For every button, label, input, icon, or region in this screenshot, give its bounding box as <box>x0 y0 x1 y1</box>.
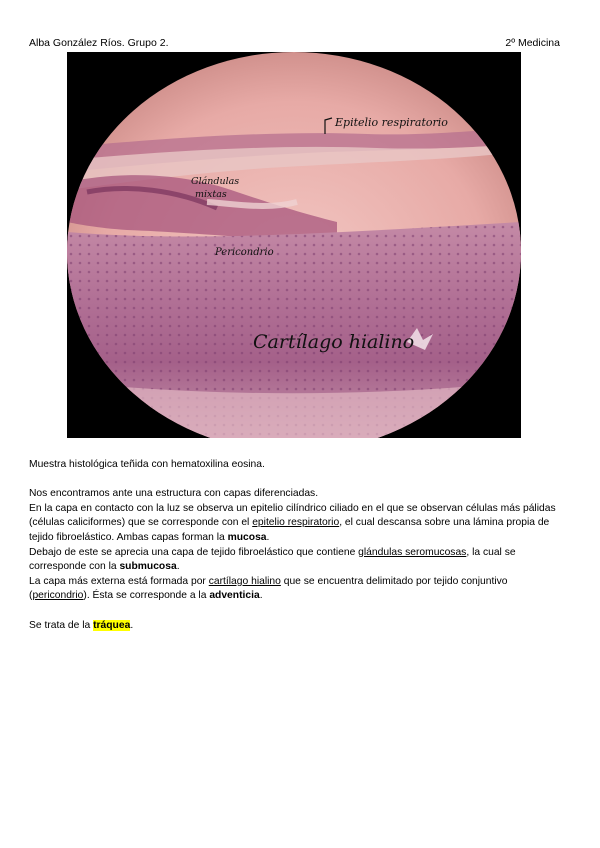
label-glandulas-1: Glándulas <box>191 176 240 187</box>
paragraph-mucosa: En la capa en contacto con la luz se observa un epitelio cilíndrico ciliado en el que se observan células más pálidas (células caliciformes) que se corresponde con el epitelio respiratorio, el cual descansa sobre una lámina propia de tejido fibroelástico. Ambas capas forman la mucosa. <box>29 502 556 543</box>
course-label: 2º Medicina <box>505 37 560 49</box>
paragraph-submucosa: Debajo de este se aprecia una capa de tejido fibroelástico que contiene glándulas seromucosas, la cual se corresponde con la submucosa. <box>29 546 516 573</box>
micrograph-image <box>67 52 521 438</box>
intro-line: Nos encontramos ante una estructura con capas diferenciadas. <box>29 488 319 500</box>
conclusion: Se trata de la tráquea. <box>29 619 134 631</box>
label-epitelio: Epitelio respiratorio <box>335 116 448 129</box>
label-glandulas-2: mixtas <box>195 189 227 200</box>
label-pericondrio: Pericondrio <box>215 247 274 258</box>
highlight-traquea: tráquea <box>93 619 131 631</box>
caption: Muestra histológica teñida con hematoxilina eosina. <box>29 459 265 470</box>
author-line: Alba González Ríos. Grupo 2. <box>29 37 169 49</box>
label-cartilago: Cartílago hialino <box>253 331 415 353</box>
document-body <box>29 458 562 633</box>
paragraph-adventicia: La capa más externa está formada por cartílago hialino que se encuentra delimitado por tejido conjuntivo (pericondrio). Ésta se corresponde a la adventicia. <box>29 575 508 602</box>
